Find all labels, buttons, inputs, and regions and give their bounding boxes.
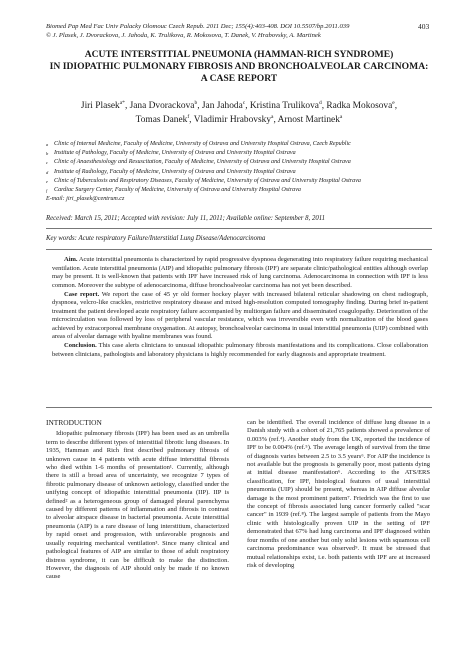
author-affiliation-mark: a: [339, 113, 343, 120]
affiliation-mark: b: [46, 151, 49, 157]
body-paragraph: can be identified. The overall incidence of diffuse lung disease in a Danish study with a cohort of 21,765 patients showed a prevalence of 0.003% (ref.⁴). Another study from the UK, reported the incidence of IPF to be 0.004% (ref.⁵). The average length of survival from the time of diagnosis varies between 2.5 to 3.5 years⁶. For AIP the incidence is not available but the prognosis is generally poor, most patients dying at initial disease manifestation⁶. According to the ATS/ERS classification, for IPF, histological features of usual interstitial pneumonia (UIP) should be present, whereas in AIP diffuse alveolar damage is the most prominent pattern⁷. Friedrich was the first to use the concept of fibrosis associated lung cancer formerly called "scar cancer" in 1939 (ref.⁸). The largest sample of patients from the Mayo clinic with histologically proven UIP in the setting of IPF demonstrated that 67% had lung carcinoma and IPF diagnosed within four months of one another but only solid lesions with squamous cell carcinoma predominance was observed⁹. It must be stressed that mutual relationships exist, i.e. both patients with IPF are at increased risk of developing: [247, 419, 430, 569]
author-separator: ,: [124, 101, 130, 111]
abstract-text: This case alerts clinicians to unusual idiopathic pulmonary fibrosis manifestations and its complications. Close collaboration between clinicians, pathologists and laboratory physicians is highly recommended for early diagnosis and appropriate treatment.: [52, 342, 428, 359]
author-line: [40, 99, 438, 113]
author-line: [40, 113, 438, 127]
author-affiliation-mark: d: [318, 99, 322, 106]
affiliation-text: Clinic of Anaesthesiology and Resuscitation, Faculty of Medicine, University of Ostrava and University Hospital Ostrava: [54, 159, 351, 166]
author-affiliation-mark: a: [271, 113, 274, 120]
affiliation-item: [46, 177, 446, 186]
divider: [46, 249, 432, 250]
author-separator: ,: [197, 101, 202, 111]
author-name: Radka Mokosova: [326, 101, 393, 111]
affiliation-item: [46, 149, 446, 158]
title-line: IN IDIOPATHIC PULMONARY FIBROSIS AND BRONCHOALVEOLAR CARCINOMA:: [49, 61, 429, 72]
divider: [46, 228, 432, 229]
affiliation-text: Institute of Radiology, Faculty of Medicine, University of Ostrava and University Hospital Ostrava: [54, 168, 296, 175]
affiliation-mark: c: [46, 160, 48, 166]
author-affiliation-mark: e: [392, 99, 395, 106]
author-name: Kristina Trulikova: [249, 101, 319, 111]
affiliation-mark: a: [46, 142, 49, 147]
abstract-text: Acute interstitial pneumonia is characterized by rapid progressive dyspnoea degenerating into respiratory failure requiring mechanical ventilation. Acute interstitial pneumonia (AIP) and idiopathic pulmonary fibrosis (IPF) are separate clinic/pathological entities although overlap may be present. It is well-known that patients with IPF have increased risk of lung carcinoma. Adenocarcinoma in connection with IPF is less common. Moreover the subtype of adenocarcinoma, diffuse bronchoalveolar carcinoma has not yet been described.: [52, 256, 428, 289]
body-column-left: [46, 419, 229, 582]
abstract-label: Aim.: [64, 256, 78, 263]
affiliation-item: [46, 168, 446, 177]
running-head: [46, 22, 432, 40]
title-line: ACUTE INTERSTITIAL PNEUMONIA (HAMMAN-RICH SYNDROME): [84, 49, 394, 60]
page-number: 403: [418, 22, 430, 31]
author-name: Vladimir Hrabovsky: [193, 115, 272, 125]
affiliation-text: Clinic of Internal Medicine, Faculty of Medicine, University of Ostrava and University Hospital Ostrava, Czech Republic: [54, 141, 351, 147]
body-paragraph: Idiopathic pulmonary fibrosis (IPF) has been used as an umbrella term to describe different types of interstitial fibrotic lung diseases. In 1935, Hamman and Rich first described pulmonary fibrosis of unknown cause in 4 patients with acute diffuse interstitial fibrosis who died within 1-6 months of presentation¹. Currently, although there is still a broad area of uncertainty, we recognize 7 types of fibrotic pulmonary disease of unknown aetiology, classified under the unifying concept of idiopathic interstitial pneumonia (IIP). IIP is defined² as a heterogeneous group of damaged pleural parenchyma caused by different patterns of inflammation and fibrosis in contrast to alveolar airspace disease in bacterial pneumonia. Acute interstitial pneumonia (AIP) is a rare disease of lung interstitium, characterized by rapid onset and progression, with unfavorable prognosis and usually requiring mechanical ventilation³. Since many clinical and pathological features of AIP are similar to those of adult respiratory distress syndrome, it can be difficult to make the distinction. However, the diagnosis of AIP should only be made if no known cause: [46, 430, 229, 581]
keywords: Key words: Acute respiratory Failure/Interstitial Lung Disease/Adenocarcinoma: [46, 235, 266, 242]
abstract-case-report: [52, 291, 428, 342]
title-line: A CASE REPORT: [200, 73, 278, 84]
journal-citation: Biomed Pap Med Fac Univ Palacky Olomouc Czech Repub. 2011 Dec; 155(4):403-408. DOI 10.5507/bp.2011.039: [46, 23, 350, 30]
author-affiliation-mark: c: [242, 99, 246, 106]
author-name: Jan Jahoda: [201, 101, 243, 111]
divider: [46, 407, 432, 408]
affiliation-text: Clinic of Tuberculosis and Respiratory Diseases, Faculty of Medicine, University of Ostrava and University Hospital Ostrava: [54, 177, 361, 184]
affiliation-text: Institute of Pathology, Faculty of Medicine, University of Ostrava and University Hospital Ostrava: [54, 150, 296, 157]
body-column-right: [247, 419, 430, 570]
author-separator: ,: [189, 115, 194, 125]
abstract: [52, 256, 428, 360]
article-title: [40, 49, 438, 85]
affiliation-item: [46, 158, 446, 167]
author-affiliation-mark: a*: [119, 99, 125, 106]
abstract-text: We report the case of 45 yr old former hockey player with increased bilateral reticular shadowing on chest radiograph, dyspnoea, velcro-like crackles, restrictive respiratory disease and mixed high-resolution computed tomography finding. During brief in-patient treatment the patient developed acute respiratory failure accompanied by multiorgan failure and disseminated coagulopathy. Deterioration of the microcirculation was followed by loss of peripheral vascular resistance, which was irreversible even with normalization of the blood gases achieved by extracorporeal membrane oxygenation. At autopsy, bronchoalveolar carcinoma in usual interstitial pneumonia (UIP) combined with areas of alveolar damage with hyaline membranes was found.: [52, 290, 428, 341]
abstract-label: Conclusion.: [64, 342, 97, 350]
copyright-line: © J. Plasek, J. Dvorackova, J. Jahoda, K. Trulikova, R. Mokosova, T. Danek, V. Hrabovsky, A. Martinek: [46, 32, 321, 39]
author-separator: ,: [245, 101, 250, 111]
affiliation-item: [46, 140, 446, 149]
affiliation-mark: e: [46, 178, 48, 184]
affiliation-item: [46, 186, 446, 195]
section-heading: INTRODUCTION: [46, 418, 102, 427]
author-separator: ,: [321, 101, 327, 111]
author-name: Jiri Plasek: [80, 101, 120, 111]
article-dates: Received: March 15, 2011; Accepted with revision: July 11, 2011; Available online: September 8, 2011: [46, 215, 326, 222]
abstract-aim: [52, 256, 428, 290]
author-separator: ,: [273, 115, 278, 125]
abstract-conclusion: [52, 342, 428, 359]
affiliation-text: Cardiac Surgery Center, Faculty of Medicine, University of Ostrava and University Hospital Ostrava: [54, 187, 301, 194]
author-affiliation-mark: b: [194, 99, 198, 106]
author-list: [40, 99, 438, 127]
author-name: Tomas Danek: [135, 115, 188, 125]
author-separator: ,: [394, 101, 398, 111]
affiliation-mark: f: [46, 188, 48, 194]
affiliation-list: [46, 140, 446, 204]
contact-email: E-mail: jiri_plasek@centrum.cz: [46, 196, 125, 203]
affiliation-mark: d: [46, 169, 49, 175]
author-name: Arnost Martinek: [277, 115, 340, 125]
author-affiliation-mark: f: [187, 113, 190, 120]
author-name: Jana Dvorackova: [129, 101, 195, 111]
abstract-label: Case report.: [64, 290, 100, 298]
